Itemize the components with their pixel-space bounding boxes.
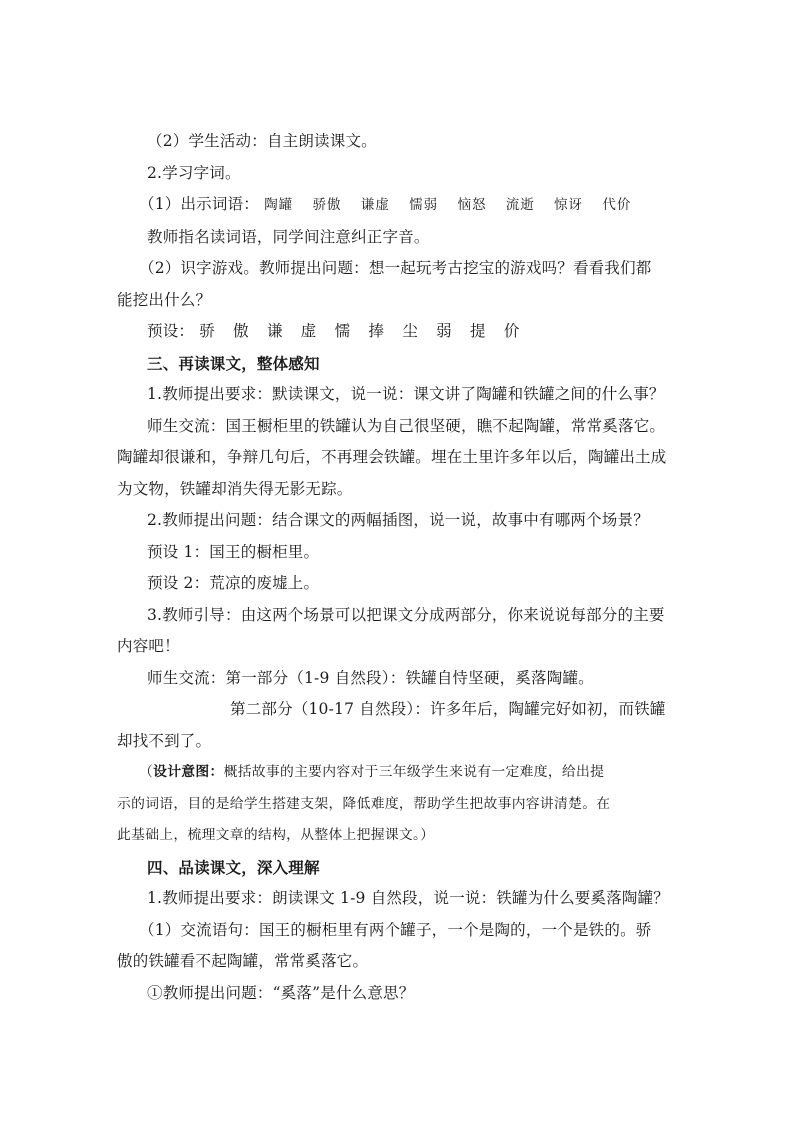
para-char-game-cont: 能挖出什么？ [117, 290, 212, 309]
char-item: 虚 [300, 322, 317, 340]
para-guide-3-cont: 内容吧！ [117, 637, 180, 655]
char-item: 谦 [266, 322, 283, 340]
design-intent-cont-2: 此基础上，梳理文章的结构，从整体上把握课文。） [117, 827, 435, 843]
design-intent [117, 757, 677, 789]
char-item: 尘 [402, 322, 419, 340]
para-exchange-sentence-cont: 傲的铁罐看不起陶罐，常常奚落它。 [117, 952, 369, 970]
para-preset-chars [117, 316, 677, 348]
para-requirement-1: 1.教师提出要求：默读课文，说一说：课文讲了陶罐和铁罐之间的什么事？ [147, 385, 665, 403]
word-item: 恼怒 [457, 197, 487, 213]
section-heading-4: 四、品读课文，深入理解 [147, 857, 320, 877]
char-item: 弱 [436, 322, 452, 340]
para-part-two: 第二部分（10-17 自然段）：许多年后，陶罐完好如初，而铁罐 [230, 700, 666, 718]
word-item: 惊讶 [554, 197, 584, 213]
para-preset-2: 预设 2：荒凉的废墟上。 [147, 574, 320, 592]
design-open-paren: （ [139, 764, 154, 780]
para-question-meaning: ①教师提出问题：“奚落”是什么意思？ [147, 983, 415, 1002]
para-part-one: 师生交流：第一部分（1-9 自然段）：铁罐自恃坚硬，奚落陶罐。 [147, 668, 594, 687]
char-item: 懦 [334, 322, 351, 340]
para-requirement-read: 1.教师提出要求：朗读课文 1-9 自然段，说一说：铁罐为什么要奚落陶罐？ [147, 889, 670, 907]
para-teacher-read: 教师指名读词语，同学间注意纠正字音。 [147, 227, 430, 246]
design-intent-label: 设计意图： [153, 764, 224, 780]
para-question-2: 2.教师提出问题：结合课文的两幅插图，说一说，故事中有哪两个场景？ [147, 511, 649, 529]
preset-prefix: 预设： [147, 322, 195, 340]
para-exchange-sentence: （1）交流语句：国王的橱柜里有两个罐子，一个是陶的，一个是铁的。骄 [139, 920, 652, 939]
section-heading-3: 三、再读课文，整体感知 [147, 353, 320, 373]
word-item: 谦虚 [360, 197, 390, 213]
show-words-prefix: （1）出示词语： [139, 195, 259, 213]
document-page [117, 126, 677, 1009]
design-intent-text: 概括故事的主要内容对于三年级学生来说有一定难度，给出提 [223, 764, 605, 780]
para-learn-words: 2.学习字词。 [147, 163, 241, 182]
word-item: 流逝 [505, 197, 535, 213]
para-show-words [117, 189, 677, 222]
para-exchange-cont-2: 为文物，铁罐却消失得无影无踪。 [117, 479, 353, 498]
word-item: 代价 [602, 197, 632, 213]
word-item: 陶罐 [264, 197, 294, 213]
para-student-activity: （2）学生活动：自主朗读课文。 [147, 132, 377, 150]
para-guide-3: 3.教师引导：由这两个场景可以把课文分成两部分，你来说说每部分的主要 [147, 605, 665, 624]
para-char-game: （2）识字游戏。教师提出问题：想一起玩考古挖宝的游戏吗？看看我们都 [139, 259, 652, 277]
char-item: 价 [503, 322, 520, 340]
para-exchange-cont-1: 陶罐却很谦和，争辩几句后，不再理会铁罐。埋在土里许多年以后，陶罐出土成 [117, 448, 667, 466]
para-part-two-cont: 却找不到了。 [117, 731, 212, 750]
para-preset-1: 预设 1：国王的橱柜里。 [147, 542, 320, 561]
char-item: 骄 [199, 322, 215, 340]
word-item: 懦弱 [409, 197, 439, 213]
char-item: 傲 [233, 322, 249, 340]
char-item: 捧 [368, 322, 385, 340]
design-intent-cont-1: 示的词语，目的是给学生搭建支架，降低难度，帮助学生把故事内容讲清楚。在 [117, 795, 611, 812]
para-exchange: 师生交流：国王橱柜里的铁罐认为自己很坚硬，瞧不起陶罐，常常奚落它。 [147, 416, 666, 435]
char-item: 提 [470, 322, 486, 340]
word-item: 骄傲 [312, 197, 342, 213]
